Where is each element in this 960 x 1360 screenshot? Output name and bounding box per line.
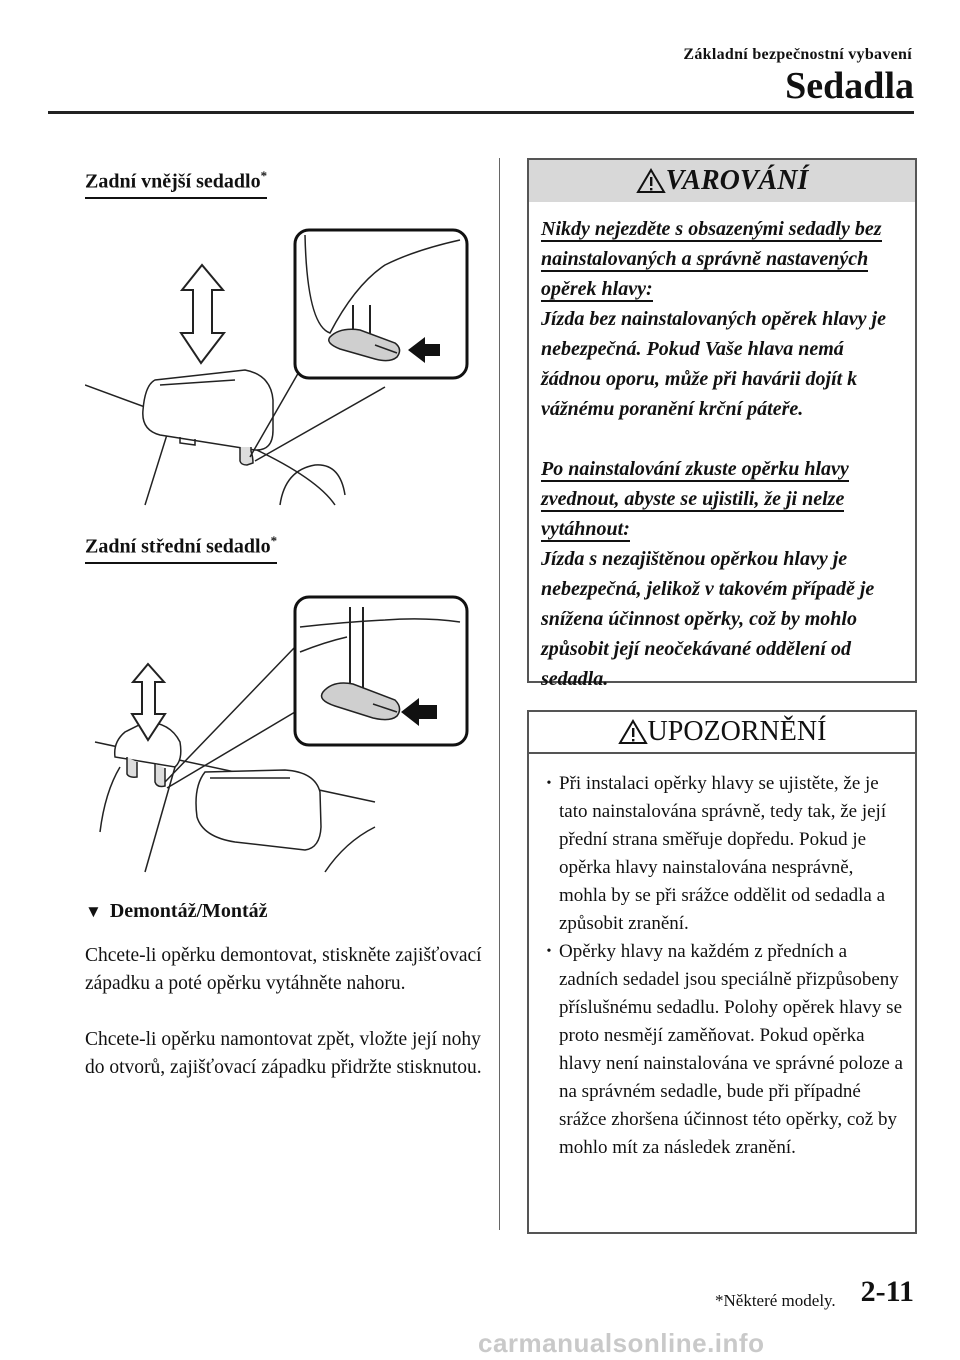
caution-header (529, 712, 915, 754)
removal-installation-heading (85, 900, 268, 923)
warning-header (529, 160, 915, 202)
caution-box (527, 710, 917, 1234)
caution-triangle-icon (618, 719, 648, 745)
warning-lead-2: Po nainstalování zkuste opěrku hlavy zvednout, abyste se ujistili, že ji nelze vytáhnout: (541, 458, 849, 540)
installation-paragraph: Chcete-li opěrku namontovat zpět, vložte její nohy do otvorů, zajišťovací západku přidržte stisknutou. (85, 1029, 482, 1078)
watermark: carmanualsonline.info (478, 1328, 765, 1358)
warning-body (529, 202, 915, 708)
caution-item-text: Opěrky hlavy na každém z předních a zadních sedadel jsou speciálně přizpůsobeny příslušnému sedadlu. Polohy opěrek hlavy se proto nesmějí zaměňovat. Pokud opěrka hlavy není nainstalována ve správné poloze a na správném sedadle, bude při případné srážce zhoršena účinnost této opěrky, což by mohlo mít za následek zranění. (559, 941, 903, 1158)
column-divider (499, 158, 500, 1230)
warning-box (527, 158, 917, 690)
removal-paragraph: Chcete-li opěrku demontovat, stiskněte zajišťovací západku a poté opěrku vytáhněte nahoru. (85, 945, 482, 994)
header-rule (48, 111, 914, 114)
rear-center-seat-heading-text: Zadní střední sedadlo (85, 535, 271, 558)
warning-block-2 (541, 454, 901, 544)
warning-title: VAROVÁNÍ (665, 165, 809, 196)
warning-lead-1: Nikdy nejezděte s obsazenými sedadly bez nainstalovaných a správně nastavených opěrek hlavy: (541, 218, 882, 300)
footnote-mark: * (270, 533, 278, 548)
caution-item (539, 770, 903, 938)
warning-block-1 (541, 214, 901, 304)
latch-detail-inset (295, 230, 467, 378)
caution-item (539, 938, 903, 1162)
caution-title: UPOZORNĚNÍ (647, 716, 827, 747)
warning-text-1: Jízda bez nainstalovaných opěrek hlavy je nebezpečná. Pokud Vaše hlava nemá žádnou oporu, může při havárii dojít k vážnému poranění krční páteře. (541, 308, 886, 420)
latch-detail-inset (295, 597, 467, 745)
rear-center-seat-heading (85, 533, 277, 564)
chapter-title: Základní bezpečnostní vybavení (683, 46, 912, 63)
rear-center-headrest-illustration (85, 592, 470, 882)
triangle-marker-icon: ▼ (85, 902, 102, 921)
footnote: *Některé modely. (715, 1291, 836, 1310)
caution-item-text: Při instalaci opěrky hlavy se ujistěte, že je tato nainstalována správně, tedy tak, že její přední strana směřuje dopředu. Pokud je opěrka hlavy nainstalována nesprávně, mohla by se při srážce oddělit od sedadla a způsobit zranění. (559, 773, 887, 934)
rear-outer-seat-heading-text: Zadní vnější sedadlo (85, 170, 261, 193)
footnote-mark: * (260, 168, 268, 183)
caution-body (529, 754, 915, 1174)
section-title: Sedadla (785, 65, 914, 107)
rear-outer-headrest-illustration (85, 225, 470, 515)
bullet-icon: • (546, 944, 552, 959)
bullet-icon: • (546, 776, 552, 791)
warning-text-2: Jízda s nezajištěnou opěrkou hlavy je nebezpečná, jelikož v takovém případě je snížena účinnost opěrky, což by mohlo způsobit její neočekávané oddělení od sedadla. (541, 548, 875, 690)
warning-triangle-icon (636, 168, 666, 194)
page-number: 2-11 (860, 1275, 914, 1308)
removal-installation-heading-text: Demontáž/Montáž (109, 900, 268, 922)
rear-outer-seat-heading (85, 168, 267, 199)
